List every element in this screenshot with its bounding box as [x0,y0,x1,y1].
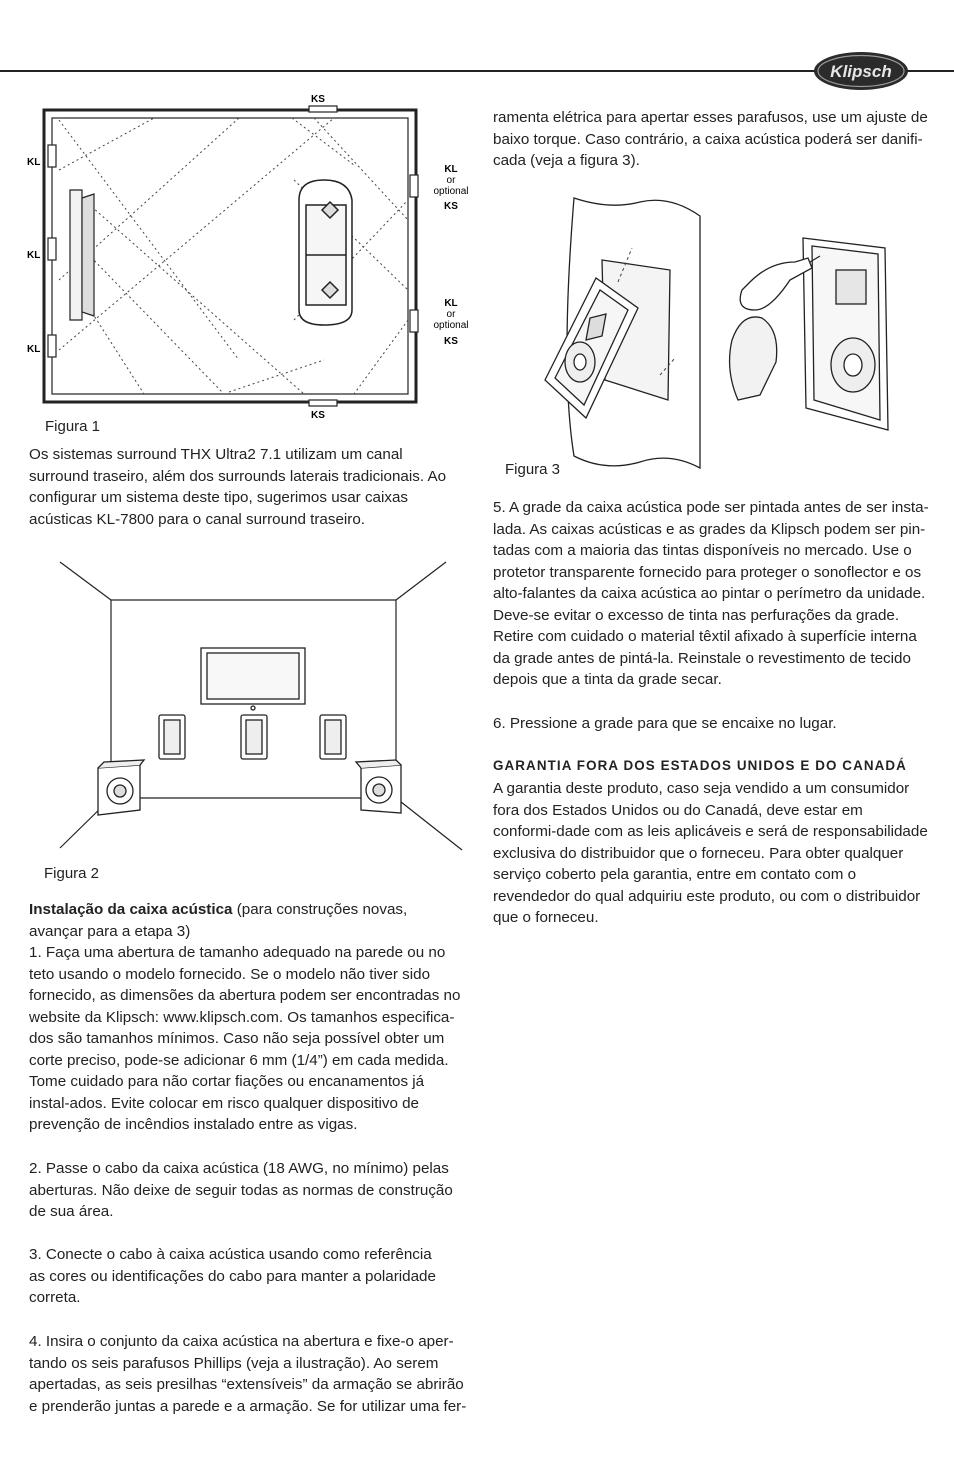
speaker-installed [803,238,888,430]
label-right-upper-optional: optional [433,186,469,197]
figure-2-caption: Figura 2 [44,865,100,882]
label-kl-left-2: KL [27,250,41,261]
label-right-upper-or: or [446,175,456,186]
figure-3-caption: Figura 3 [505,461,561,478]
label-right-upper-ks: KS [444,201,458,212]
step-4: 4. Insira o conjunto da caixa acústica na abertura e fixe-o aper-tando os seis parafusos Phillips (veja a ilustração). Ao serem apertadas, as seis presilhas “extensíveis” da armação se abrirão e prenderão juntas a parede e a armação. Se for utilizar uma fer- [29,1333,467,1415]
label-right-lower-kl: KL [444,298,458,309]
figure-3-install-diagram [520,190,910,475]
step-2: 2. Passe o cabo da caixa acústica (18 AWG, no mínimo) pelas aberturas. Não deixe de seguir todas as normas de construção de sua área. [29,1160,453,1220]
step-5: 5. A grade da caixa acústica pode ser pintada antes de ser insta-lada. As caixas acústicas e as grades da Klipsch podem ser pin-tadas com a maioria das tintas disponíveis no mercado. Use o protetor transparente fornecido para proteger o sonoflector e os alto-falantes da caixa acústica ao pintar o perímetro da unidade. Deve-se evitar o excesso de tinta nas perfurações da grade. Retire com cuidado o material têxtil afixado à superfície interna da grade antes de pintá-la. Reinstale o revestimento de tecido depois que a tinta da grade secar. [493,499,929,688]
tv-screen [201,648,305,710]
step-3: 3. Conecte o cabo à caixa acústica usando como referência as cores ou identificações do cabo para manter a polaridade correta. [29,1246,436,1306]
logo-text: Klipsch [830,62,892,81]
install-title: Instalação da caixa acústica [29,901,233,918]
label-ks-bottom: KS [311,410,325,420]
label-kl-left-3: KL [27,344,41,355]
sofa [299,180,352,325]
label-kl-left-1: KL [27,157,41,168]
header-rule [0,70,954,72]
step-1: 1. Faça uma abertura de tamanho adequado na parede ou no teto usando o modelo fornecido. Se o modelo não tiver sido fornecido, as dimensões da abertura podem ser encontradas no website da Klipsch: www.klipsch.com. Os tamanhos especifica-dos são tamanhos mínimos. Caso não seja possível obter um corte preciso, pode-se adicionar 6 mm (1/4”) em cada medida. Tome cuidado para não cortar fiações ou encanamentos já instal-ados. Evite colocar em risco qualquer dispositivo de prevenção de incêndios instalado entre as vigas. [29,944,461,1133]
subwoofer-right [356,760,401,813]
figure-1-caption: Figura 1 [45,418,101,435]
figure-2-wall-diagram [56,558,466,854]
warranty-heading: GARANTIA FORA DOS ESTADOS UNIDOS E DO CANADÁ [493,758,907,773]
step-4-continued: ramenta elétrica para apertar esses parafusos, use um ajuste de baixo torque. Caso contrário, a caixa acústica poderá ser danifi-cada (veja a figura 3). [493,109,928,169]
ks-bottom-speaker [309,400,337,406]
warranty-text: A garantia deste produto, caso seja vendido a um consumidor fora dos Estados Unidos ou do Canadá, deve estar em conformi-dade com as leis aplicáveis e será de responsabilidade exclusiva do distribuidor que o forneceu. Para obter qualquer serviço coberto pela garantia, entre em contato com o revendedor do qual adquiriu este produto, ou com o distribuidor que o forneceu. [493,780,928,926]
ks-top-speaker [309,106,337,112]
intro-paragraph: Os sistemas surround THX Ultra2 7.1 utilizam um canal surround traseiro, além dos surrounds laterais tradicionais. Ao configurar um sistema deste tipo, sugerimos usar caixas acústicas KL-7800 para o canal surround traseiro. [29,446,447,528]
install-paragraph [29,899,465,942]
klipsch-logo [812,50,910,92]
step-6: 6. Pressione a grade para que se encaixe no lugar. [493,715,837,732]
label-right-lower-ks: KS [444,336,458,347]
subwoofer-left [98,760,144,815]
label-ks-top: KS [311,94,325,105]
figure-1-room-diagram [24,90,474,420]
install-note: (para construções novas, avançar para a etapa 3) [29,901,408,940]
tv-front-unit [70,190,94,320]
in-wall-speakers [159,715,346,759]
label-right-lower-optional: optional [433,320,469,331]
label-right-lower-or: or [446,309,456,320]
label-right-upper-kl: KL [444,164,458,175]
